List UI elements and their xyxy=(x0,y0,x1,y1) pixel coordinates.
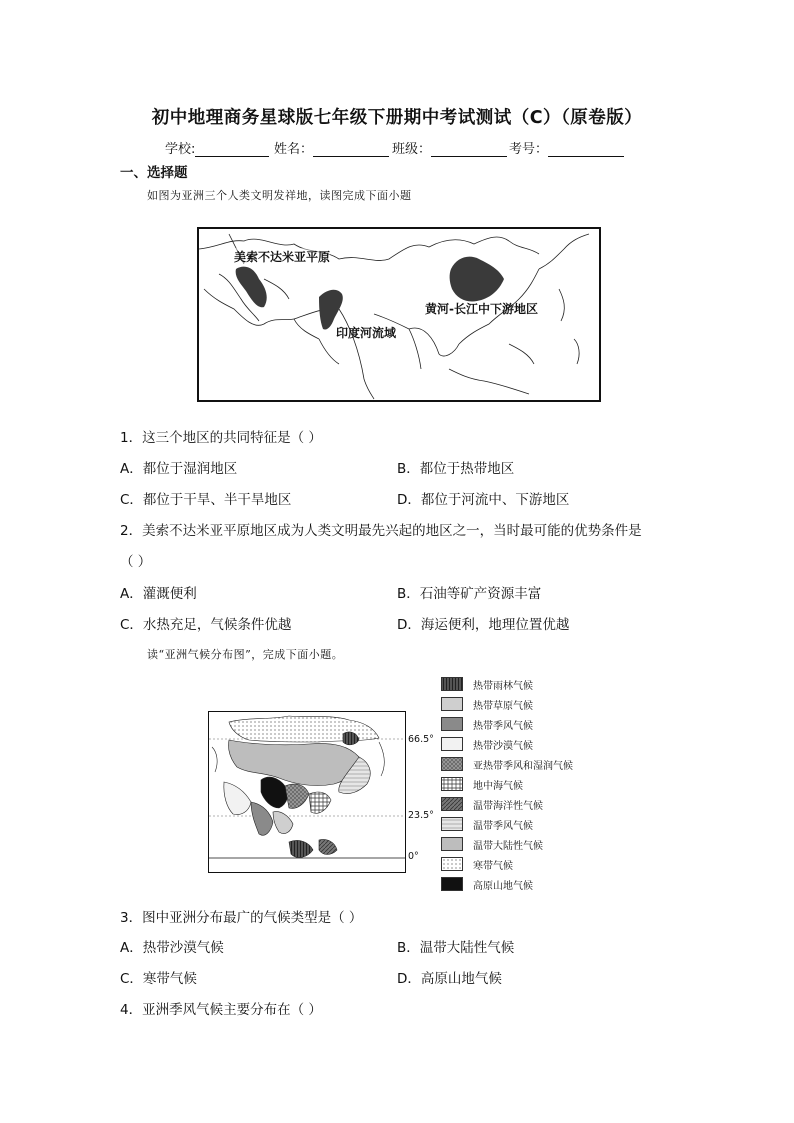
civilization-map xyxy=(197,227,601,402)
legend-swatch-savanna xyxy=(441,697,463,711)
legend-swatch-highland xyxy=(441,877,463,891)
exam-number-field[interactable] xyxy=(509,138,624,157)
exam-number-label: 考号： xyxy=(509,142,549,157)
legend-label: 亚热带季风和湿润气候 xyxy=(473,761,573,772)
legend-swatch-tropmonsoon xyxy=(441,717,463,731)
name-label: 姓名： xyxy=(274,142,314,157)
q2-option-c[interactable]: C．水热充足，气候条件优越 xyxy=(120,617,292,633)
legend-swatch-mediterranean xyxy=(441,777,463,791)
section-heading: 一、选择题 xyxy=(120,165,188,181)
legend-label: 热带雨林气候 xyxy=(473,681,533,692)
legend-label: 寒带气候 xyxy=(473,861,513,872)
intro-text-1: 如图为亚洲三个人类文明发祥地，读图完成下面小题 xyxy=(147,189,412,202)
q1-option-a[interactable]: A．都位于湿润地区 xyxy=(120,461,238,477)
name-field[interactable] xyxy=(274,138,389,157)
legend-swatch-oceanic xyxy=(441,797,463,811)
q2-option-b[interactable]: B．石油等矿产资源丰富 xyxy=(397,586,542,602)
page-title: 初中地理商务星球版七年级下册期中考试测试（C）（原卷版） xyxy=(151,108,643,128)
class-label: 班级： xyxy=(392,142,432,157)
lat-0-label: 0° xyxy=(408,851,419,862)
legend-label: 高原山地气候 xyxy=(473,881,533,892)
legend-swatch-continental xyxy=(441,837,463,851)
school-field[interactable] xyxy=(165,138,269,157)
legend-label: 热带季风气候 xyxy=(473,721,533,732)
legend-swatch-rainforest xyxy=(441,677,463,691)
legend-label: 热带沙漠气候 xyxy=(473,741,533,752)
q2-option-a[interactable]: A．灌溉便利 xyxy=(120,586,197,602)
legend-label: 温带海洋性气候 xyxy=(473,801,543,812)
legend-swatch-polar xyxy=(441,857,463,871)
legend-label: 温带大陆性气候 xyxy=(473,841,543,852)
q3-option-a[interactable]: A．热带沙漠气候 xyxy=(120,940,224,956)
label-indus: 印度河流域 xyxy=(336,326,397,340)
q3-option-b[interactable]: B．温带大陆性气候 xyxy=(397,940,515,956)
legend-label: 温带季风气候 xyxy=(473,821,533,832)
intro-text-2: 读“亚洲气候分布图”，完成下面小题。 xyxy=(147,648,344,661)
school-label: 学校: xyxy=(165,142,196,157)
q1-option-b[interactable]: B．都位于热带地区 xyxy=(397,461,515,477)
legend-label: 地中海气候 xyxy=(473,781,523,792)
label-yellow-yangtze: 黄河-长江中下游地区 xyxy=(425,302,538,316)
lat-66-5-label: 66.5° xyxy=(408,734,434,745)
question-4-stem: 4．亚洲季风气候主要分布在（ ） xyxy=(120,1002,322,1018)
q3-option-d[interactable]: D．高原山地气候 xyxy=(397,971,502,987)
question-2-stem-cont: （ ） xyxy=(120,554,152,570)
question-1-stem: 1．这三个地区的共同特征是（ ） xyxy=(120,430,322,446)
label-mesopotamia: 美索不达米亚平原 xyxy=(234,250,331,264)
q2-option-d[interactable]: D．海运便利，地理位置优越 xyxy=(397,617,570,633)
question-3-stem: 3．图中亚洲分布最广的气候类型是（ ） xyxy=(120,910,363,926)
asia-climate-drawing xyxy=(209,712,405,872)
lat-23-5-label: 23.5° xyxy=(408,810,434,821)
class-field[interactable] xyxy=(392,138,507,157)
q3-option-c[interactable]: C．寒带气候 xyxy=(120,971,197,987)
legend-swatch-tempmonsoon xyxy=(441,817,463,831)
legend-swatch-subtrop xyxy=(441,757,463,771)
legend-swatch-desert xyxy=(441,737,463,751)
asia-climate-map xyxy=(208,711,406,873)
question-2-stem: 2．美索不达米亚平原地区成为人类文明最先兴起的地区之一，当时最可能的优势条件是 xyxy=(120,523,642,539)
q1-option-c[interactable]: C．都位于干旱、半干旱地区 xyxy=(120,492,292,508)
q1-option-d[interactable]: D．都位于河流中、下游地区 xyxy=(397,492,570,508)
legend-label: 热带草原气候 xyxy=(473,701,533,712)
